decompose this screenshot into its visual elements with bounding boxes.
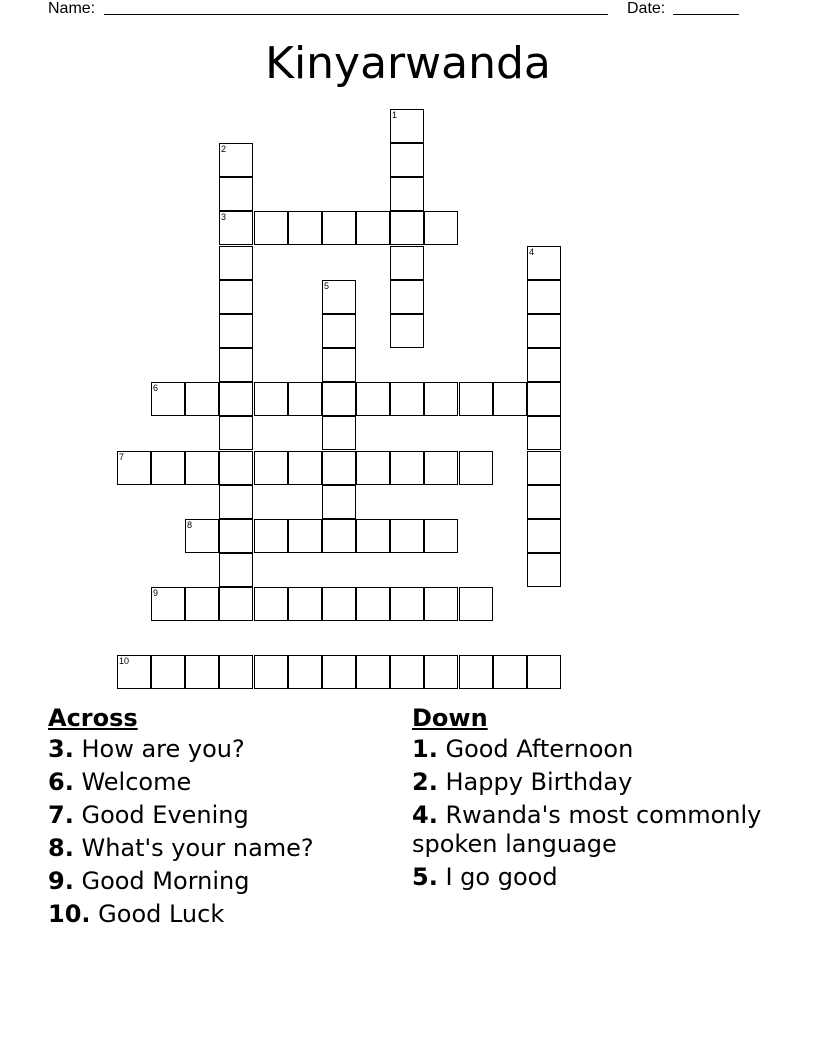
crossword-cell[interactable] [254, 451, 288, 485]
clue-down-2 [412, 768, 782, 797]
crossword-cell[interactable] [527, 519, 561, 553]
crossword-cell[interactable] [254, 382, 288, 416]
crossword-cell[interactable] [459, 587, 493, 621]
crossword-cell[interactable] [288, 587, 322, 621]
crossword-cell[interactable] [527, 451, 561, 485]
crossword-cell[interactable] [424, 382, 458, 416]
clue-number: 5. [412, 863, 438, 891]
crossword-cell[interactable] [219, 451, 253, 485]
crossword-cell[interactable] [527, 348, 561, 382]
across-clues [48, 702, 388, 933]
crossword-cell[interactable] [254, 519, 288, 553]
clue-down-1 [412, 735, 782, 764]
down-heading: Down [412, 704, 488, 732]
cell-number: 4 [529, 247, 535, 257]
crossword-cell[interactable] [527, 553, 561, 587]
crossword-cell[interactable] [390, 519, 424, 553]
clue-text: Good Evening [81, 801, 249, 829]
crossword-cell[interactable] [322, 211, 356, 245]
crossword-cell[interactable] [390, 451, 424, 485]
crossword-cell[interactable] [493, 655, 527, 689]
date-label: Date: [627, 0, 666, 17]
crossword-cell[interactable] [254, 587, 288, 621]
crossword-cell[interactable] [390, 382, 424, 416]
crossword-cell[interactable] [356, 211, 390, 245]
crossword-cell[interactable] [288, 451, 322, 485]
crossword-cell[interactable] [219, 519, 253, 553]
crossword-cell[interactable] [322, 280, 356, 314]
clue-text: Happy Birthday [445, 768, 633, 796]
crossword-cell[interactable] [322, 416, 356, 450]
cell-number: 3 [221, 212, 227, 222]
crossword-cell[interactable] [527, 416, 561, 450]
crossword-cell[interactable] [390, 246, 424, 280]
clue-number: 2. [412, 768, 438, 796]
crossword-cell[interactable] [254, 655, 288, 689]
crossword-cell[interactable] [219, 416, 253, 450]
crossword-cell[interactable] [424, 519, 458, 553]
clue-across-10 [48, 900, 388, 929]
crossword-cell[interactable] [459, 382, 493, 416]
page-title: Kinyarwanda [265, 38, 551, 89]
crossword-cell[interactable] [151, 382, 185, 416]
crossword-cell[interactable] [356, 655, 390, 689]
crossword-cell[interactable] [288, 655, 322, 689]
crossword-cell[interactable] [219, 246, 253, 280]
cell-number: 8 [187, 520, 193, 530]
clue-across-7 [48, 801, 388, 830]
crossword-cell[interactable] [219, 280, 253, 314]
crossword-cell[interactable] [219, 143, 253, 177]
crossword-cell[interactable] [424, 211, 458, 245]
crossword-cell[interactable] [459, 451, 493, 485]
clue-number: 4. [412, 801, 438, 829]
clue-down-4 [412, 801, 782, 859]
crossword-cell[interactable] [288, 211, 322, 245]
down-clues [412, 702, 782, 896]
crossword-cell[interactable] [424, 587, 458, 621]
clue-text: Good Morning [81, 867, 250, 895]
crossword-cell[interactable] [185, 519, 219, 553]
crossword-cell[interactable] [185, 587, 219, 621]
crossword-cell[interactable] [117, 451, 151, 485]
cell-number: 10 [119, 656, 130, 666]
crossword-cell[interactable] [459, 655, 493, 689]
cell-number: 6 [153, 383, 159, 393]
clue-across-3 [48, 735, 388, 764]
crossword-cell[interactable] [527, 246, 561, 280]
crossword-cell[interactable] [390, 211, 424, 245]
crossword-cell[interactable] [390, 143, 424, 177]
crossword-cell[interactable] [356, 587, 390, 621]
crossword-cell[interactable] [527, 485, 561, 519]
crossword-cell[interactable] [254, 211, 288, 245]
crossword-cell[interactable] [390, 314, 424, 348]
crossword-cell[interactable] [390, 587, 424, 621]
clue-text: Welcome [81, 768, 192, 796]
crossword-cell[interactable] [356, 451, 390, 485]
crossword-cell[interactable] [219, 553, 253, 587]
clue-across-8 [48, 834, 388, 863]
crossword-cell[interactable] [527, 655, 561, 689]
clue-text: Good Luck [98, 900, 225, 928]
crossword-cell[interactable] [219, 655, 253, 689]
crossword-cell[interactable] [288, 382, 322, 416]
crossword-cell[interactable] [151, 655, 185, 689]
across-heading: Across [48, 704, 138, 732]
name-label: Name: [48, 0, 96, 17]
crossword-cell[interactable] [219, 348, 253, 382]
crossword-cell[interactable] [117, 655, 151, 689]
cell-number: 7 [119, 452, 125, 462]
crossword-cell[interactable] [322, 348, 356, 382]
crossword-cell[interactable] [219, 382, 253, 416]
crossword-cell[interactable] [356, 382, 390, 416]
crossword-cell[interactable] [322, 314, 356, 348]
crossword-cell[interactable] [185, 451, 219, 485]
crossword-cell[interactable] [390, 655, 424, 689]
clue-number: 7. [48, 801, 74, 829]
crossword-cell[interactable] [185, 655, 219, 689]
crossword-cell[interactable] [322, 485, 356, 519]
crossword-cell[interactable] [356, 519, 390, 553]
crossword-cell[interactable] [151, 587, 185, 621]
cell-number: 2 [221, 144, 227, 154]
crossword-cell[interactable] [424, 451, 458, 485]
clue-down-5 [412, 863, 782, 892]
crossword-cell[interactable] [390, 109, 424, 143]
crossword-cell[interactable] [390, 177, 424, 211]
crossword-cell[interactable] [219, 587, 253, 621]
clue-text: I go good [445, 863, 558, 891]
crossword-cell[interactable] [219, 314, 253, 348]
clue-number: 9. [48, 867, 74, 895]
clue-number: 3. [48, 735, 74, 763]
crossword-cell[interactable] [527, 314, 561, 348]
crossword-cell[interactable] [219, 177, 253, 211]
clue-across-6 [48, 768, 388, 797]
crossword-cell[interactable] [219, 485, 253, 519]
cell-number: 9 [153, 588, 159, 598]
crossword-cell[interactable] [527, 280, 561, 314]
crossword-cell[interactable] [322, 519, 356, 553]
crossword-cell[interactable] [185, 382, 219, 416]
crossword-cell[interactable] [424, 655, 458, 689]
cell-number: 5 [324, 281, 330, 291]
clue-across-9 [48, 867, 388, 896]
clue-text: Good Afternoon [445, 735, 634, 763]
crossword-cell[interactable] [390, 280, 424, 314]
clue-text: How are you? [81, 735, 245, 763]
clue-text: What's your name? [81, 834, 314, 862]
crossword-cell[interactable] [322, 655, 356, 689]
crossword-cell[interactable] [322, 451, 356, 485]
cell-number: 1 [392, 110, 398, 120]
crossword-cell[interactable] [288, 519, 322, 553]
crossword-cell[interactable] [527, 382, 561, 416]
clue-number: 1. [412, 735, 438, 763]
clue-number: 10. [48, 900, 91, 928]
crossword-cell[interactable] [322, 382, 356, 416]
crossword-cell[interactable] [493, 382, 527, 416]
clue-number: 8. [48, 834, 74, 862]
crossword-cell[interactable] [322, 587, 356, 621]
clue-number: 6. [48, 768, 74, 796]
clue-text: Rwanda's most commonly spoken language [412, 801, 762, 858]
crossword-cell[interactable] [151, 451, 185, 485]
crossword-cell[interactable] [219, 211, 253, 245]
